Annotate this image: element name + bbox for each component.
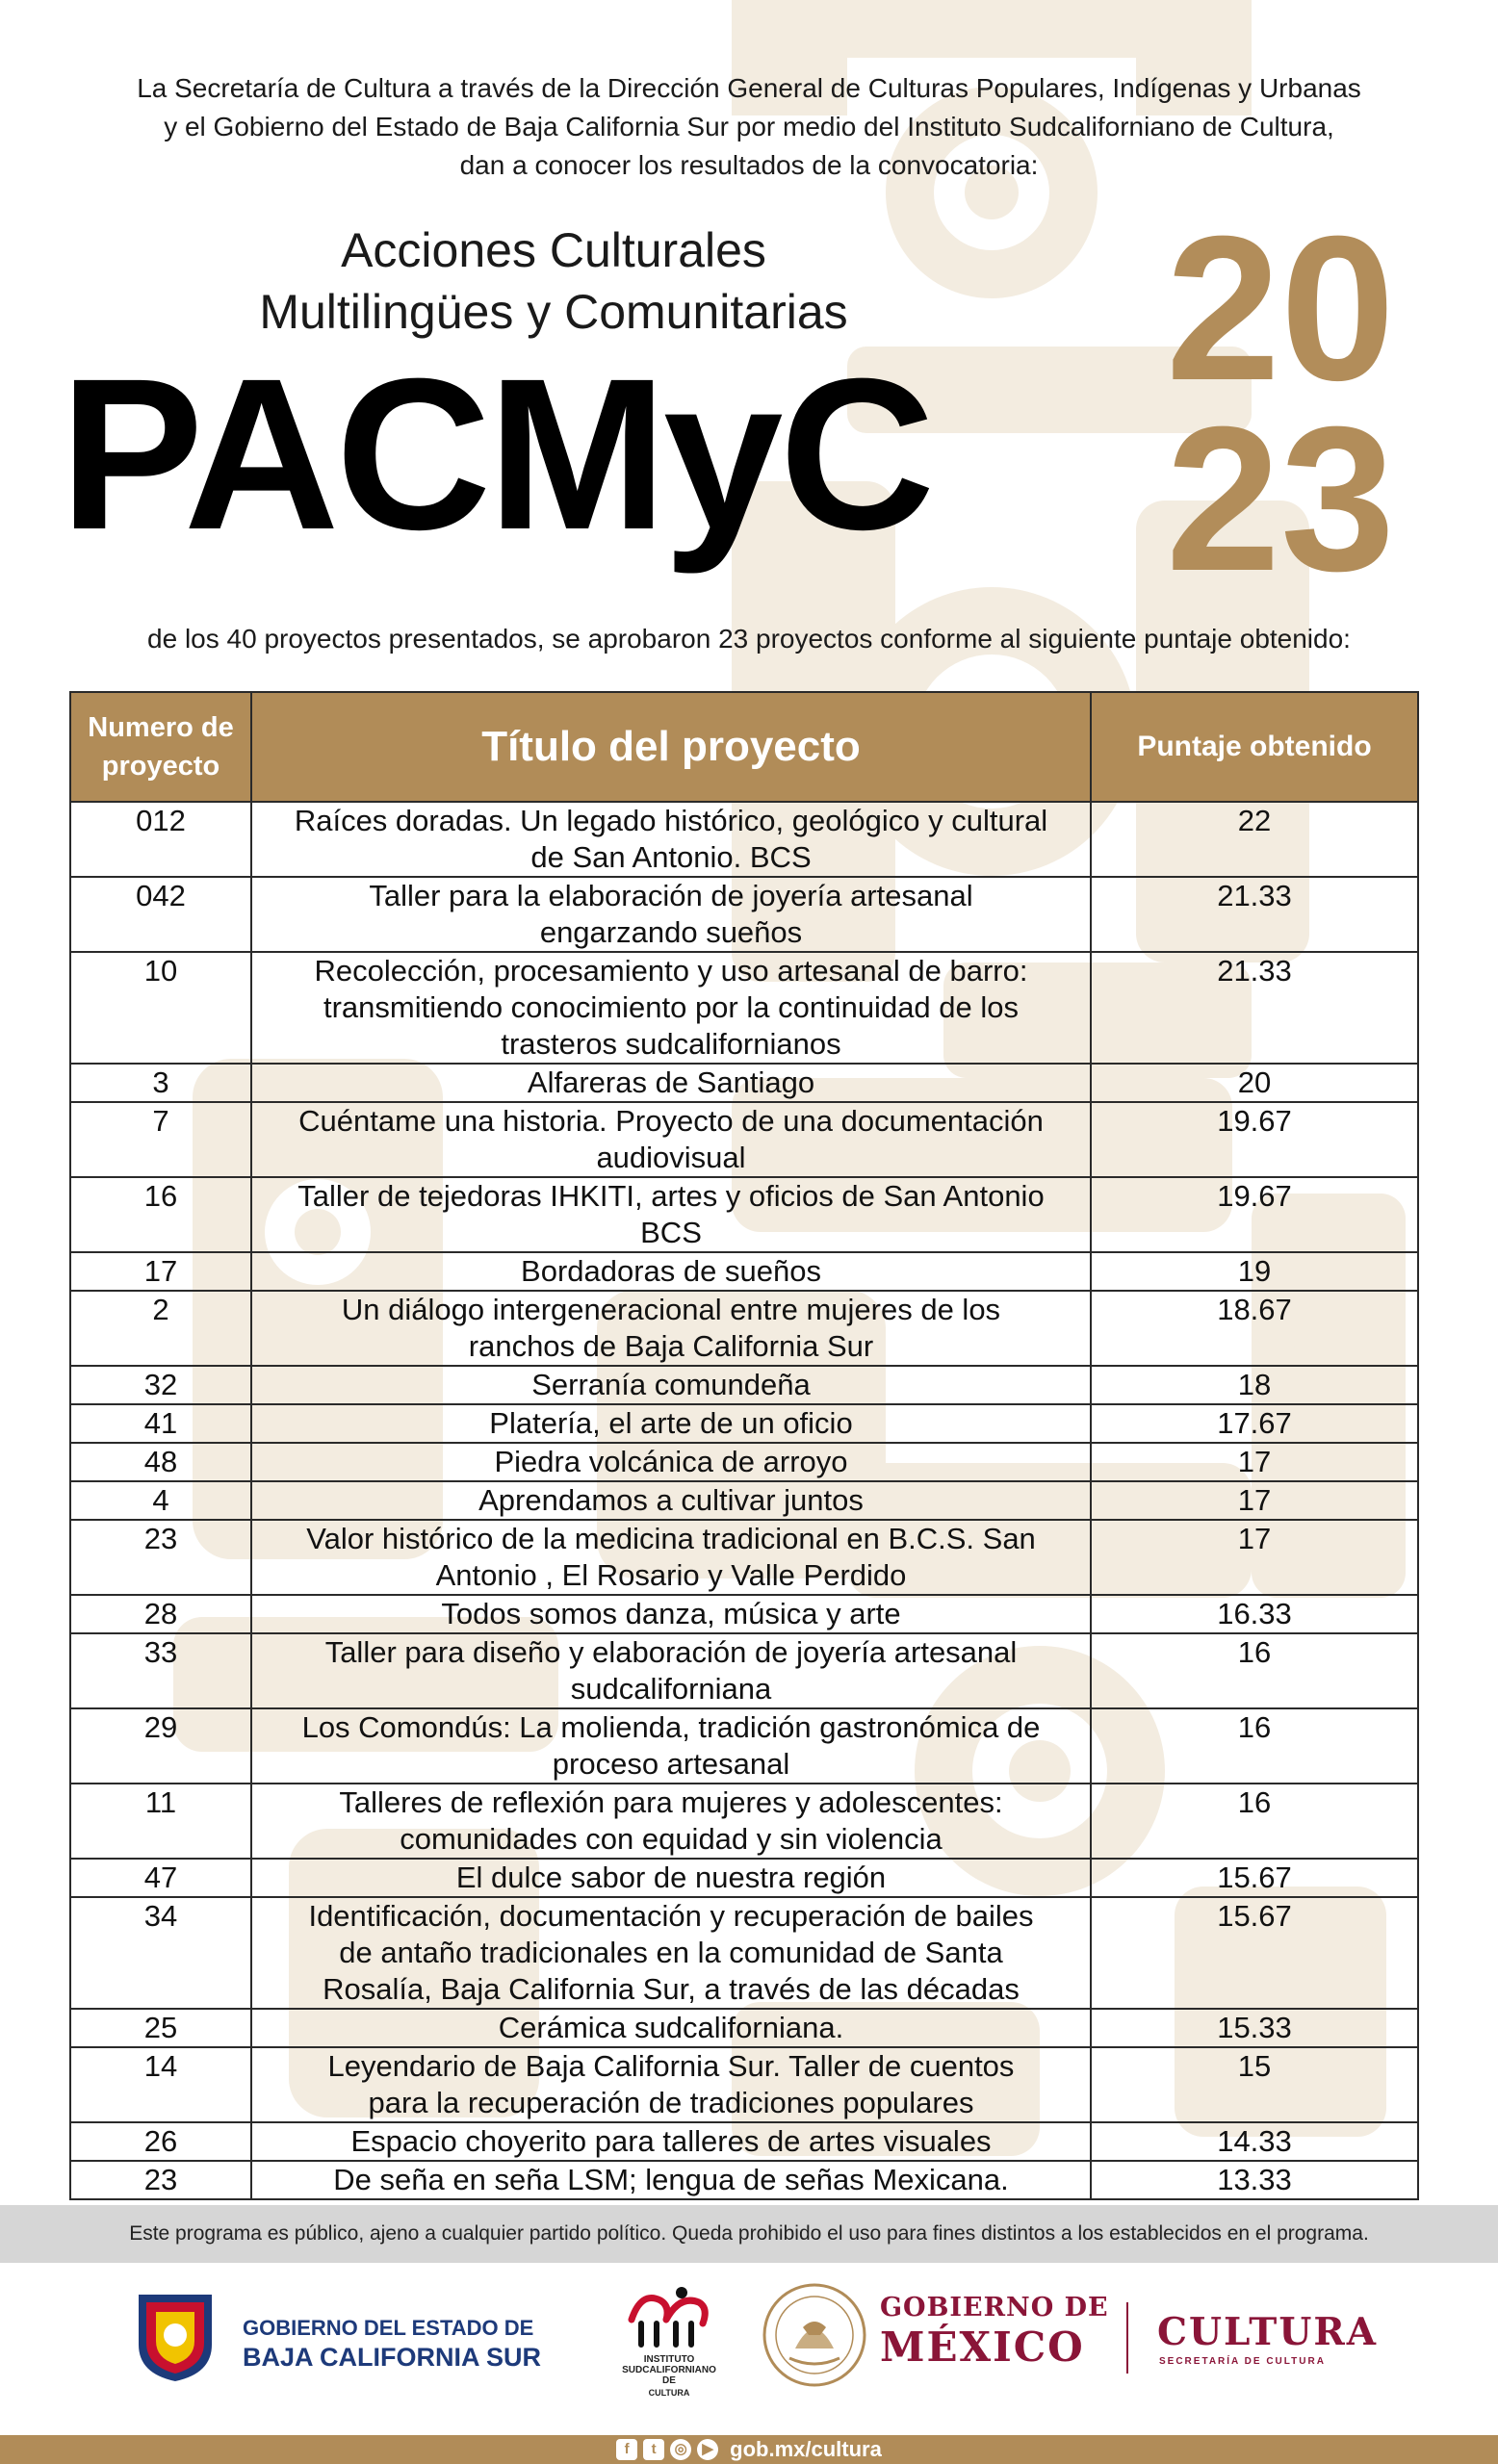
project-number: 17 <box>70 1252 251 1291</box>
project-number: 012 <box>70 802 251 877</box>
project-title <box>251 2047 1091 2122</box>
project-score: 16 <box>1091 1784 1418 1859</box>
escudo-nacional-icon <box>761 2281 868 2389</box>
project-title-line: trasteros sudcalifornianos <box>501 1027 841 1061</box>
project-title-line: Todos somos danza, música y arte <box>441 1597 901 1630</box>
project-title-line: Taller para la elaboración de joyería artesanal <box>369 879 973 912</box>
project-number: 41 <box>70 1404 251 1443</box>
social-links <box>0 2435 1498 2464</box>
project-number: 042 <box>70 877 251 952</box>
table-row <box>70 1481 1418 1520</box>
project-title-line: de San Antonio. BCS <box>530 840 812 874</box>
project-title-line: para la recuperación de tradiciones populares <box>368 2086 974 2119</box>
project-title <box>251 802 1091 877</box>
gob-bcs-line-2: BAJA CALIFORNIA SUR <box>243 2343 541 2372</box>
table-row <box>70 1366 1418 1404</box>
project-score: 21.33 <box>1091 952 1418 1064</box>
isc-text <box>616 2354 722 2386</box>
table-header-row <box>70 692 1418 802</box>
gob-mx-line-1: GOBIERNO DE <box>880 2293 1109 2323</box>
project-title-line: Serranía comundeña <box>531 1368 811 1401</box>
social-bar <box>0 2435 1498 2464</box>
year-top: 20 <box>1165 193 1396 424</box>
project-number: 11 <box>70 1784 251 1859</box>
project-number: 34 <box>70 1897 251 2009</box>
project-title-line: Leyendario de Baja California Sur. Taller de cuentos <box>327 2049 1015 2083</box>
logo-row <box>0 2264 1498 2435</box>
logo-divider <box>1126 2302 1128 2374</box>
disclaimer-text: Este programa es público, ajeno a cualquier partido político. Queda prohibido el uso para fines distintos a los establecidos en el programa. <box>129 2222 1369 2245</box>
project-score: 15.67 <box>1091 1859 1418 1897</box>
table-row <box>70 1708 1418 1784</box>
project-number: 47 <box>70 1859 251 1897</box>
program-title: PACMyC <box>60 334 932 575</box>
project-title-line: engarzando sueños <box>539 915 803 949</box>
twitter-icon[interactable]: t <box>643 2439 664 2460</box>
project-number: 10 <box>70 952 251 1064</box>
table-row <box>70 2161 1418 2199</box>
project-score: 13.33 <box>1091 2161 1418 2199</box>
secretaria-cultura-logo <box>1157 2310 1408 2377</box>
project-score: 22 <box>1091 802 1418 877</box>
project-number: 4 <box>70 1481 251 1520</box>
project-title-line: transmitiendo conocimiento por la continuidad de los <box>323 990 1020 1024</box>
results-summary: de los 40 proyectos presentados, se aprobaron 23 proyectos conforme al siguiente puntaje obtenido: <box>147 624 1351 654</box>
gobierno-bcs-logo <box>135 2291 558 2387</box>
project-score: 15.67 <box>1091 1897 1418 2009</box>
isc-line-2: SUDCALIFORNIANO <box>622 2365 716 2375</box>
project-title <box>251 952 1091 1064</box>
year-bottom: 23 <box>1165 384 1396 614</box>
project-score: 15 <box>1091 2047 1418 2122</box>
project-title-line: Antonio , El Rosario y Valle Perdido <box>435 1558 907 1592</box>
project-number: 23 <box>70 1520 251 1595</box>
project-title-line: Taller de tejedoras IHKITI, artes y oficios de San Antonio <box>297 1179 1045 1213</box>
gob-bcs-line-1: GOBIERNO DEL ESTADO DE <box>243 2316 534 2340</box>
gob-mx-line-2: MÉXICO <box>880 2323 1085 2371</box>
project-title <box>251 1481 1091 1520</box>
cultura-line-1: CULTURA <box>1157 2310 1378 2354</box>
year-mark <box>1126 193 1434 614</box>
facebook-icon[interactable]: f <box>616 2439 637 2460</box>
project-score: 17 <box>1091 1443 1418 1481</box>
table-row <box>70 1102 1418 1177</box>
results-table-body <box>70 802 1418 2199</box>
project-title <box>251 2161 1091 2199</box>
project-number: 3 <box>70 1064 251 1102</box>
project-number: 7 <box>70 1102 251 1177</box>
project-title-line: Talleres de reflexión para mujeres y adolescentes: <box>339 1785 1003 1819</box>
project-score: 16 <box>1091 1633 1418 1708</box>
project-title-line: de antaño tradicionales en la comunidad de Santa <box>339 1936 1003 1969</box>
project-number: 14 <box>70 2047 251 2122</box>
table-row <box>70 1520 1418 1595</box>
project-score: 18.67 <box>1091 1291 1418 1366</box>
project-number: 16 <box>70 1177 251 1252</box>
table-row <box>70 1859 1418 1897</box>
isc-line-3: DE <box>662 2375 676 2386</box>
subtitle-line-2: Multilingües y Comunitarias <box>259 285 848 339</box>
project-title <box>251 1177 1091 1252</box>
column-header-title: Título del proyecto <box>251 692 1091 802</box>
table-row <box>70 1784 1418 1859</box>
table-row <box>70 1595 1418 1633</box>
project-score: 16 <box>1091 1708 1418 1784</box>
column-header-number-line-1: Numero de <box>88 712 234 743</box>
project-score: 19 <box>1091 1252 1418 1291</box>
project-title-line: Recolección, procesamiento y uso artesanal de barro: <box>314 954 1028 988</box>
intro-line-1: La Secretaría de Cultura a través de la Dirección General de Culturas Populares, Indígenas y Urbanas <box>137 73 1361 103</box>
project-score: 19.67 <box>1091 1177 1418 1252</box>
youtube-icon[interactable]: ▶ <box>697 2439 718 2460</box>
project-score: 21.33 <box>1091 877 1418 952</box>
program-subtitle <box>164 219 943 343</box>
table-row <box>70 1291 1418 1366</box>
project-title-line: Raíces doradas. Un legado histórico, geológico y cultural <box>294 804 1048 837</box>
project-title <box>251 1366 1091 1404</box>
project-title <box>251 2009 1091 2047</box>
project-title-line: Espacio choyerito para talleres de artes visuales <box>350 2124 992 2158</box>
table-row <box>70 1897 1418 2009</box>
column-header-score: Puntaje obtenido <box>1091 692 1418 802</box>
project-title <box>251 1595 1091 1633</box>
project-title <box>251 1291 1091 1366</box>
project-score: 15.33 <box>1091 2009 1418 2047</box>
project-title <box>251 1633 1091 1708</box>
project-score: 16.33 <box>1091 1595 1418 1633</box>
project-title <box>251 2122 1091 2161</box>
table-row <box>70 1252 1418 1291</box>
project-score: 17 <box>1091 1481 1418 1520</box>
intro-line-2: y el Gobierno del Estado de Baja California Sur por medio del Instituto Sudcaliforniano de Cultura, <box>164 112 1334 141</box>
instituto-sudcaliforniano-logo <box>616 2281 722 2406</box>
isc-figure-icon <box>622 2281 714 2350</box>
table-row <box>70 2047 1418 2122</box>
table-row <box>70 877 1418 952</box>
isc-line-4: CULTURA <box>648 2388 690 2398</box>
column-header-number <box>70 692 251 802</box>
project-title <box>251 1708 1091 1784</box>
project-title-line: BCS <box>640 1216 702 1249</box>
project-score: 17.67 <box>1091 1404 1418 1443</box>
project-title-line: De seña en seña LSM; lengua de señas Mexicana. <box>333 2163 1009 2196</box>
social-url-link[interactable]: gob.mx/cultura <box>730 2437 882 2461</box>
project-title-line: Los Comondús: La molienda, tradición gastronómica de <box>301 1710 1041 1744</box>
bcs-shield-icon <box>135 2291 216 2383</box>
table-row <box>70 1177 1418 1252</box>
project-title-line: Cuéntame una historia. Proyecto de una documentación <box>298 1104 1044 1138</box>
project-number: 29 <box>70 1708 251 1784</box>
project-title-line: Identificación, documentación y recuperación de bailes <box>308 1899 1034 1933</box>
project-title <box>251 1859 1091 1897</box>
project-title <box>251 1404 1091 1443</box>
gobierno-de-mexico-logo <box>880 2293 1121 2379</box>
intro-text <box>39 69 1459 185</box>
project-number: 48 <box>70 1443 251 1481</box>
project-score: 20 <box>1091 1064 1418 1102</box>
project-title <box>251 1102 1091 1177</box>
table-row <box>70 1443 1418 1481</box>
project-score: 19.67 <box>1091 1102 1418 1177</box>
project-title-line: Aprendamos a cultivar juntos <box>478 1483 864 1517</box>
results-table <box>69 691 1419 2200</box>
project-title-line: Rosalía, Baja California Sur, a través de las décadas <box>323 1972 1020 2006</box>
project-title-line: ranchos de Baja California Sur <box>468 1329 874 1363</box>
table-row <box>70 2122 1418 2161</box>
project-title-line: Bordadoras de sueños <box>521 1254 821 1288</box>
table-row <box>70 802 1418 877</box>
project-number: 26 <box>70 2122 251 2161</box>
intro-line-3: dan a conocer los resultados de la convocatoria: <box>459 150 1039 180</box>
project-title-line: El dulce sabor de nuestra región <box>455 1861 887 1894</box>
project-title-line: Valor histórico de la medicina tradicional en B.C.S. San <box>306 1522 1036 1555</box>
instagram-icon[interactable]: ◎ <box>670 2439 691 2460</box>
project-title-line: Platería, el arte de un oficio <box>489 1406 853 1440</box>
isc-line-1: INSTITUTO <box>643 2354 695 2365</box>
project-score: 17 <box>1091 1520 1418 1595</box>
project-title-line: sudcaliforniana <box>570 1672 772 1706</box>
project-score: 14.33 <box>1091 2122 1418 2161</box>
project-title <box>251 877 1091 952</box>
project-title-line: Un diálogo intergeneracional entre mujeres de los <box>341 1293 1001 1326</box>
table-row <box>70 952 1418 1064</box>
table-row <box>70 1404 1418 1443</box>
project-title <box>251 1784 1091 1859</box>
project-title <box>251 1897 1091 2009</box>
project-title-line: proceso artesanal <box>552 1747 790 1781</box>
project-number: 28 <box>70 1595 251 1633</box>
project-title <box>251 1252 1091 1291</box>
project-number: 32 <box>70 1366 251 1404</box>
project-title-line: Taller para diseño y elaboración de joyería artesanal <box>324 1635 1018 1669</box>
project-number: 33 <box>70 1633 251 1708</box>
project-score: 18 <box>1091 1366 1418 1404</box>
project-title-line: comunidades con equidad y sin violencia <box>400 1822 943 1856</box>
project-title-line: Cerámica sudcaliforniana. <box>498 2011 844 2044</box>
column-header-number-line-2: proyecto <box>101 751 220 782</box>
project-title-line: Piedra volcánica de arroyo <box>494 1445 848 1478</box>
cultura-line-2: SECRETARÍA DE CULTURA <box>1159 2356 1326 2367</box>
table-row <box>70 2009 1418 2047</box>
project-number: 2 <box>70 1291 251 1366</box>
project-title <box>251 1520 1091 1595</box>
project-title <box>251 1443 1091 1481</box>
subtitle-line-1: Acciones Culturales <box>341 223 766 277</box>
project-number: 25 <box>70 2009 251 2047</box>
table-row <box>70 1064 1418 1102</box>
project-title <box>251 1064 1091 1102</box>
disclaimer-bar <box>0 2205 1498 2263</box>
table-row <box>70 1633 1418 1708</box>
project-number: 23 <box>70 2161 251 2199</box>
project-title-line: Alfareras de Santiago <box>527 1065 815 1099</box>
project-title-line: audiovisual <box>596 1141 746 1174</box>
